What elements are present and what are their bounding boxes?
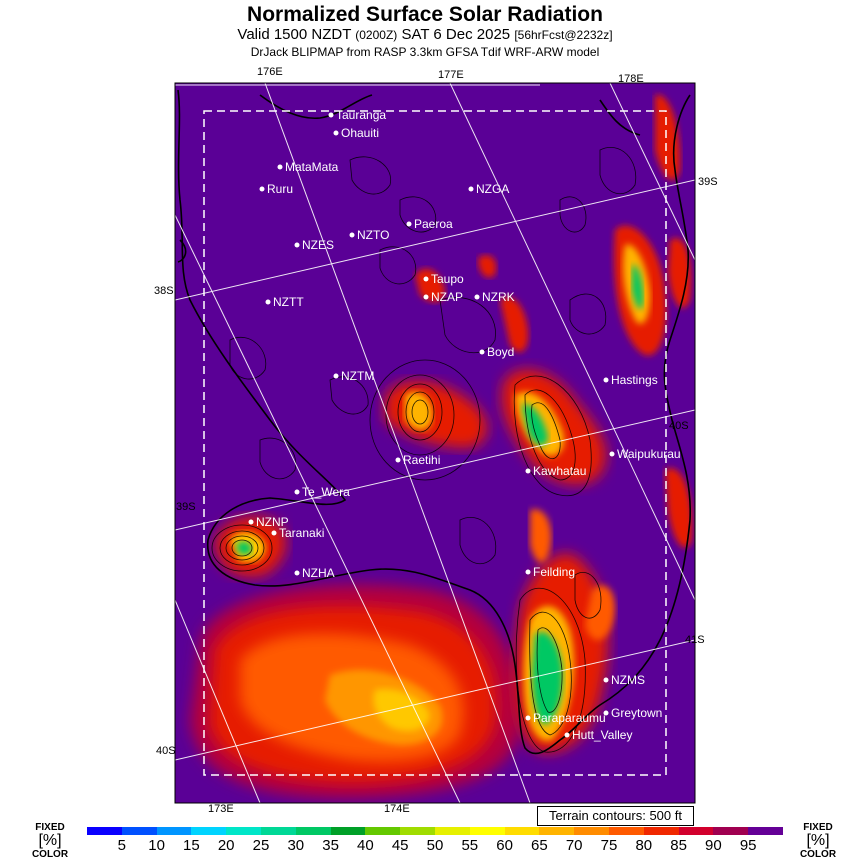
color-scale-cell bbox=[539, 827, 574, 835]
color-scale-label: 75 bbox=[600, 837, 618, 854]
place-hutt-valley bbox=[565, 728, 633, 742]
svg-text:Boyd: Boyd bbox=[487, 345, 515, 359]
svg-text:Paraparaumu: Paraparaumu bbox=[533, 711, 606, 725]
color-scale-label: 90 bbox=[705, 837, 722, 854]
svg-text:Taranaki: Taranaki bbox=[279, 526, 325, 540]
lat-label-39s-west: 39S bbox=[176, 501, 196, 513]
svg-text:Raetihi: Raetihi bbox=[403, 453, 441, 467]
svg-text:NZAP: NZAP bbox=[431, 290, 464, 304]
legend-right-label bbox=[796, 822, 840, 860]
color-scale-label: 95 bbox=[739, 837, 757, 854]
svg-text:Paeroa: Paeroa bbox=[414, 217, 453, 231]
color-scale-cell bbox=[644, 827, 679, 835]
color-scale-label: 65 bbox=[531, 837, 548, 854]
unit-label-left: [%] bbox=[38, 832, 62, 849]
color-scale-label: 55 bbox=[461, 837, 479, 854]
lon-label-174e: 174E bbox=[384, 803, 410, 815]
color-scale-label: 35 bbox=[322, 837, 339, 854]
svg-text:Waipukurau: Waipukurau bbox=[617, 447, 681, 461]
color-scale-cell bbox=[470, 827, 505, 835]
lat-label-39s-east: 39S bbox=[698, 176, 718, 188]
svg-text:Ohauiti: Ohauiti bbox=[341, 126, 380, 140]
svg-text:Greytown: Greytown bbox=[611, 706, 663, 720]
map-field bbox=[175, 83, 695, 803]
svg-text:NZRK: NZRK bbox=[482, 290, 515, 304]
color-scale-cell bbox=[226, 827, 261, 835]
svg-text:NZMS: NZMS bbox=[611, 673, 645, 687]
svg-text:Te_Wera: Te_Wera bbox=[302, 485, 350, 499]
color-scale-cell bbox=[365, 827, 400, 835]
color-scale-cell bbox=[679, 827, 714, 835]
terrain-contour-note: Terrain contours: 500 ft bbox=[537, 806, 694, 826]
place-taranaki bbox=[272, 526, 325, 540]
svg-text:Ruru: Ruru bbox=[267, 182, 294, 196]
color-scale-cell bbox=[296, 827, 331, 835]
lat-label-38s-west: 38S bbox=[154, 285, 174, 297]
place-hastings bbox=[604, 373, 658, 387]
svg-text:NZTO: NZTO bbox=[357, 228, 390, 242]
svg-text:MataMata: MataMata bbox=[285, 160, 339, 174]
color-scale-cell bbox=[713, 827, 748, 835]
lon-label-177e: 177E bbox=[438, 69, 464, 81]
place-raetihi bbox=[396, 453, 441, 467]
svg-text:NZTT: NZTT bbox=[273, 295, 304, 309]
utc-time: (0200Z) bbox=[355, 28, 398, 42]
color-scale-cell bbox=[748, 827, 783, 835]
color-scale-cell bbox=[400, 827, 435, 835]
svg-text:Tauranga: Tauranga bbox=[336, 108, 387, 122]
color-scale-cell bbox=[261, 827, 296, 835]
color-scale-cell bbox=[191, 827, 226, 835]
valid-prefix: Valid 1500 NZDT bbox=[237, 26, 352, 43]
color-scale-label: 85 bbox=[670, 837, 687, 854]
place-paeroa bbox=[407, 217, 454, 231]
color-scale-label: 70 bbox=[565, 837, 583, 854]
color-scale-label: 5 bbox=[117, 837, 126, 854]
color-scale-label: 60 bbox=[496, 837, 513, 854]
place-matamata bbox=[278, 160, 339, 174]
color-scale-label: 25 bbox=[252, 837, 270, 854]
color-scale-label: 15 bbox=[183, 837, 200, 854]
lat-label-41s-east: 41S bbox=[685, 634, 705, 646]
place-tauranga bbox=[329, 108, 387, 122]
place-greytown bbox=[604, 706, 663, 720]
model-description: DrJack BLIPMAP from RASP 3.3km GFSA Tdif WRF-ARW model bbox=[250, 45, 600, 59]
forecast-date: SAT 6 Dec 2025 bbox=[401, 26, 511, 43]
forecast-run: [56hrFcst@2232z] bbox=[514, 28, 613, 42]
color-scale-cell bbox=[505, 827, 540, 835]
lon-label-173e: 173E bbox=[208, 803, 234, 815]
svg-text:NZTM: NZTM bbox=[341, 369, 375, 383]
legend-left-label bbox=[30, 822, 70, 860]
color-scale-cell bbox=[87, 827, 122, 835]
color-scale-label: 20 bbox=[217, 837, 235, 854]
color-scale-label: 45 bbox=[391, 837, 409, 854]
svg-text:Feilding: Feilding bbox=[533, 565, 576, 579]
radiation-blob-south bbox=[190, 584, 520, 798]
lat-label-40s-east: 40S bbox=[669, 420, 689, 432]
fixed-label-left: FIXED bbox=[35, 822, 65, 833]
svg-text:Kawhatau: Kawhatau bbox=[533, 464, 587, 478]
color-scale-cell bbox=[574, 827, 609, 835]
map-title: Normalized Surface Solar Radiation bbox=[247, 3, 603, 26]
unit-label-right: [%] bbox=[806, 832, 830, 849]
color-scale-label: 50 bbox=[426, 837, 444, 854]
place-waipukurau bbox=[610, 447, 681, 461]
place-te-wera bbox=[295, 485, 351, 499]
svg-text:NZES: NZES bbox=[302, 238, 335, 252]
color-label-right: COLOR bbox=[799, 849, 837, 860]
fixed-label-right: FIXED bbox=[803, 822, 833, 833]
lat-label-40s-west: 40S bbox=[156, 745, 176, 757]
place-kawhatau bbox=[526, 464, 587, 478]
place-feilding bbox=[526, 565, 576, 579]
color-scale-cell bbox=[122, 827, 157, 835]
color-scale-cell bbox=[609, 827, 644, 835]
color-scale-label: 10 bbox=[148, 837, 165, 854]
color-scale-cell bbox=[435, 827, 470, 835]
svg-text:NZHA: NZHA bbox=[302, 566, 335, 580]
svg-text:Taupo: Taupo bbox=[431, 272, 464, 286]
svg-text:NZNP: NZNP bbox=[256, 515, 289, 529]
color-scale-label: 80 bbox=[635, 837, 653, 854]
color-scale-cell bbox=[331, 827, 366, 835]
svg-text:Hastings: Hastings bbox=[611, 373, 658, 387]
place-ohauiti bbox=[334, 126, 380, 140]
color-scale-label: 40 bbox=[357, 837, 374, 854]
svg-text:NZGA: NZGA bbox=[476, 182, 510, 196]
color-label-left: COLOR bbox=[31, 849, 69, 860]
svg-text:Hutt_Valley: Hutt_Valley bbox=[572, 728, 633, 742]
color-scale-cell bbox=[157, 827, 192, 835]
lon-label-178e: 178E bbox=[618, 73, 644, 85]
color-scale-label: 30 bbox=[287, 837, 305, 854]
lon-label-176e: 176E bbox=[257, 66, 283, 78]
place-paraparaumu bbox=[526, 711, 606, 725]
